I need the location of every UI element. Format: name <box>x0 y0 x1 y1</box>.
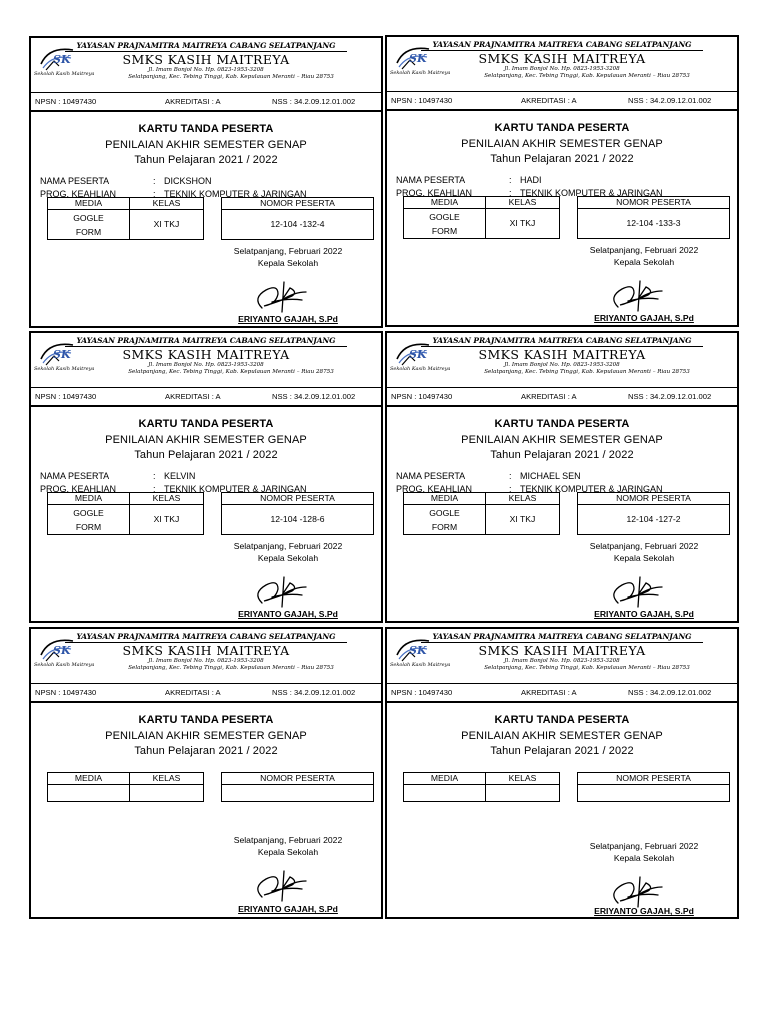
kelas-value: XI TKJ <box>486 209 560 239</box>
foundation-name: YAYASAN PRAJNAMITRA MAITREYA CABANG SELATPANJANG <box>432 336 692 345</box>
nama-label: NAMA PESERTA <box>396 175 466 185</box>
card-academic-year: Tahun Pelajaran 2021 / 2022 <box>490 745 634 757</box>
school-address-line2: Selatpanjang, Kec. Tebing Tinggi, Kab. Kepulauan Meranti – Riau 28753 <box>128 369 334 375</box>
prog-colon: : <box>153 189 156 199</box>
place-date: Selatpanjang, Februari 2022 <box>233 246 343 256</box>
school-name: SMKS KASIH MAITREYA <box>478 347 646 362</box>
exam-table-header <box>404 493 730 505</box>
school-identity-row <box>31 93 381 112</box>
signer-name: ERIYANTO GAJAH, S.Pd <box>238 609 338 619</box>
nama-label: NAMA PESERTA <box>396 471 466 481</box>
card-academic-year: Tahun Pelajaran 2021 / 2022 <box>490 449 634 461</box>
logo-caption: Sekolah Kasih Maitreya <box>390 366 451 372</box>
nss-text: NSS : 34.2.09.12.01.002 <box>272 392 356 401</box>
card-title: KARTU TANDA PESERTA <box>494 418 630 430</box>
media-value <box>404 785 486 802</box>
prog-colon: : <box>509 484 512 494</box>
card-subtitle: PENILAIAN AKHIR SEMESTER GENAP <box>105 730 307 742</box>
prog-label: PROG. KEAHLIAN <box>40 189 117 199</box>
card-subtitle: PENILAIAN AKHIR SEMESTER GENAP <box>105 139 307 151</box>
signature-block <box>223 246 353 314</box>
nomor-header: NOMOR PESERTA <box>578 197 730 209</box>
prog-value: TEKNIK KOMPUTER & JARINGAN <box>164 484 307 494</box>
media-value <box>48 785 130 802</box>
npsn-text: NPSN : 10497430 <box>35 392 97 401</box>
kelas-header: KELAS <box>486 197 560 209</box>
signer-role: Kepala Sekolah <box>257 553 319 563</box>
signer-name: ERIYANTO GAJAH, S.Pd <box>238 314 338 324</box>
npsn-text: NPSN : 10497430 <box>391 392 453 401</box>
card-letterhead <box>31 333 381 388</box>
kelas-value: XI TKJ <box>130 505 204 535</box>
school-identity-row <box>387 388 737 407</box>
card-letterhead <box>387 37 737 92</box>
logo-letters: SK <box>409 52 427 65</box>
logo-letters: SK <box>53 53 71 66</box>
signature-icon <box>248 859 328 903</box>
nama-label: NAMA PESERTA <box>40 176 110 186</box>
kelas-header: KELAS <box>486 773 560 785</box>
exam-table-row <box>404 505 730 535</box>
card-title: KARTU TANDA PESERTA <box>494 714 630 726</box>
prog-label: PROG. KEAHLIAN <box>396 188 473 198</box>
exam-table-row <box>404 785 730 802</box>
akreditasi-text: AKREDITASI : A <box>165 688 221 697</box>
nomor-header: NOMOR PESERTA <box>222 493 374 505</box>
card-title: KARTU TANDA PESERTA <box>138 714 274 726</box>
kelas-value <box>130 785 204 802</box>
participant-card-2 <box>385 35 739 327</box>
logo-letters: SK <box>53 644 71 657</box>
card-letterhead <box>31 38 381 93</box>
logo-caption: Sekolah Kasih Maitreya <box>390 662 451 668</box>
school-identity-row <box>31 388 381 407</box>
school-address-line1: Jl. Imam Bonjol No. Hp. 0823-1953-3208 <box>504 362 620 368</box>
place-date: Selatpanjang, Februari 2022 <box>233 835 343 845</box>
akreditasi-text: AKREDITASI : A <box>165 97 221 106</box>
npsn-text: NPSN : 10497430 <box>391 688 453 697</box>
signature-block <box>223 835 353 903</box>
participant-card-3 <box>29 331 383 623</box>
card-letterhead <box>387 333 737 388</box>
exam-table <box>403 772 730 802</box>
school-name: SMKS KASIH MAITREYA <box>478 643 646 658</box>
signer-name: ERIYANTO GAJAH, S.Pd <box>594 906 694 916</box>
card-letterhead <box>31 629 381 684</box>
card-subtitle: PENILAIAN AKHIR SEMESTER GENAP <box>461 434 663 446</box>
school-address-line2: Selatpanjang, Kec. Tebing Tinggi, Kab. Kepulauan Meranti – Riau 28753 <box>484 665 690 671</box>
school-address-line2: Selatpanjang, Kec. Tebing Tinggi, Kab. Kepulauan Meranti – Riau 28753 <box>484 369 690 375</box>
logo-letters: SK <box>53 348 71 361</box>
nama-value: KELVIN <box>164 471 196 481</box>
card-academic-year: Tahun Pelajaran 2021 / 2022 <box>134 449 278 461</box>
kelas-header: KELAS <box>130 773 204 785</box>
exam-table-row <box>404 209 730 239</box>
nss-text: NSS : 34.2.09.12.01.002 <box>272 688 356 697</box>
nss-text: NSS : 34.2.09.12.01.002 <box>628 392 712 401</box>
signature-icon <box>248 270 328 314</box>
signer-role: Kepala Sekolah <box>257 847 319 857</box>
nss-text: NSS : 34.2.09.12.01.002 <box>272 97 356 106</box>
media-value: GOGLE FORM <box>48 505 130 535</box>
npsn-text: NPSN : 10497430 <box>35 97 97 106</box>
media-value: GOGLE FORM <box>404 505 486 535</box>
school-address-line1: Jl. Imam Bonjol No. Hp. 0823-1953-3208 <box>504 66 620 72</box>
participant-card-5 <box>29 627 383 919</box>
media-header: MEDIA <box>48 198 130 210</box>
school-name: SMKS KASIH MAITREYA <box>122 347 290 362</box>
logo-caption: Sekolah Kasih Maitreya <box>34 71 95 77</box>
signer-role: Kepala Sekolah <box>613 553 675 563</box>
prog-value: TEKNIK KOMPUTER & JARINGAN <box>164 189 307 199</box>
nama-value: MICHAEL SEN <box>520 471 581 481</box>
nomor-value: 12-104 -133-3 <box>578 209 730 239</box>
exam-table-header <box>404 197 730 209</box>
akreditasi-text: AKREDITASI : A <box>521 96 577 105</box>
school-name: SMKS KASIH MAITREYA <box>122 643 290 658</box>
foundation-name: YAYASAN PRAJNAMITRA MAITREYA CABANG SELATPANJANG <box>432 632 692 641</box>
card-letterhead <box>387 629 737 684</box>
card-academic-year: Tahun Pelajaran 2021 / 2022 <box>134 154 278 166</box>
foundation-name: YAYASAN PRAJNAMITRA MAITREYA CABANG SELATPANJANG <box>76 336 336 345</box>
signer-role: Kepala Sekolah <box>613 853 675 863</box>
prog-colon: : <box>153 484 156 494</box>
participant-card-4 <box>385 331 739 623</box>
prog-colon: : <box>509 188 512 198</box>
card-subtitle: PENILAIAN AKHIR SEMESTER GENAP <box>461 138 663 150</box>
logo-letters: SK <box>409 348 427 361</box>
media-header: MEDIA <box>404 773 486 785</box>
prog-value: TEKNIK KOMPUTER & JARINGAN <box>520 484 663 494</box>
foundation-name: YAYASAN PRAJNAMITRA MAITREYA CABANG SELATPANJANG <box>432 40 692 49</box>
media-header: MEDIA <box>404 197 486 209</box>
signature-icon <box>604 269 684 313</box>
foundation-name: YAYASAN PRAJNAMITRA MAITREYA CABANG SELATPANJANG <box>76 632 336 641</box>
exam-table-header <box>48 773 374 785</box>
signature-icon <box>248 565 328 609</box>
media-value: GOGLE FORM <box>48 210 130 240</box>
nomor-value <box>578 785 730 802</box>
exam-table <box>403 196 730 239</box>
prog-label: PROG. KEAHLIAN <box>396 484 473 494</box>
school-address-line2: Selatpanjang, Kec. Tebing Tinggi, Kab. Kepulauan Meranti – Riau 28753 <box>484 73 690 79</box>
school-address-line1: Jl. Imam Bonjol No. Hp. 0823-1953-3208 <box>504 658 620 664</box>
exam-table-header <box>404 773 730 785</box>
school-name: SMKS KASIH MAITREYA <box>478 51 646 66</box>
nomor-value: 12-104 -127-2 <box>578 505 730 535</box>
nomor-header: NOMOR PESERTA <box>222 198 374 210</box>
exam-table <box>47 197 374 240</box>
nss-text: NSS : 34.2.09.12.01.002 <box>628 96 712 105</box>
npsn-text: NPSN : 10497430 <box>391 96 453 105</box>
kelas-value: XI TKJ <box>130 210 204 240</box>
school-address-line1: Jl. Imam Bonjol No. Hp. 0823-1953-3208 <box>148 67 264 73</box>
exam-table-row <box>48 505 374 535</box>
school-address-line2: Selatpanjang, Kec. Tebing Tinggi, Kab. Kepulauan Meranti – Riau 28753 <box>128 665 334 671</box>
media-header: MEDIA <box>48 493 130 505</box>
logo-caption: Sekolah Kasih Maitreya <box>34 366 95 372</box>
card-academic-year: Tahun Pelajaran 2021 / 2022 <box>490 153 634 165</box>
school-identity-row <box>387 684 737 703</box>
akreditasi-text: AKREDITASI : A <box>521 688 577 697</box>
signer-name: ERIYANTO GAJAH, S.Pd <box>594 313 694 323</box>
media-value: GOGLE FORM <box>404 209 486 239</box>
nama-colon: : <box>509 471 512 481</box>
nama-colon: : <box>509 175 512 185</box>
kelas-value <box>486 785 560 802</box>
prog-value: TEKNIK KOMPUTER & JARINGAN <box>520 188 663 198</box>
school-address-line1: Jl. Imam Bonjol No. Hp. 0823-1953-3208 <box>148 362 264 368</box>
place-date: Selatpanjang, Februari 2022 <box>589 245 699 255</box>
akreditasi-text: AKREDITASI : A <box>521 392 577 401</box>
school-address-line1: Jl. Imam Bonjol No. Hp. 0823-1953-3208 <box>148 658 264 664</box>
nama-value: DICKSHON <box>164 176 212 186</box>
foundation-name: YAYASAN PRAJNAMITRA MAITREYA CABANG SELATPANJANG <box>76 41 336 50</box>
akreditasi-text: AKREDITASI : A <box>165 392 221 401</box>
signer-role: Kepala Sekolah <box>257 258 319 268</box>
card-title: KARTU TANDA PESERTA <box>138 123 274 135</box>
exam-table-header <box>48 198 374 210</box>
nss-text: NSS : 34.2.09.12.01.002 <box>628 688 712 697</box>
kelas-value: XI TKJ <box>486 505 560 535</box>
exam-table-row <box>48 785 374 802</box>
exam-table <box>403 492 730 535</box>
npsn-text: NPSN : 10497430 <box>35 688 97 697</box>
exam-table-row <box>48 210 374 240</box>
nama-label: NAMA PESERTA <box>40 471 110 481</box>
nomor-value <box>222 785 374 802</box>
kelas-header: KELAS <box>130 493 204 505</box>
prog-label: PROG. KEAHLIAN <box>40 484 117 494</box>
signature-block <box>579 841 709 909</box>
nama-colon: : <box>153 471 156 481</box>
signature-block <box>579 245 709 313</box>
signer-name: ERIYANTO GAJAH, S.Pd <box>238 904 338 914</box>
nomor-header: NOMOR PESERTA <box>578 493 730 505</box>
nama-value: HADI <box>520 175 542 185</box>
card-title: KARTU TANDA PESERTA <box>138 418 274 430</box>
signature-block <box>579 541 709 609</box>
school-identity-row <box>31 684 381 703</box>
media-header: MEDIA <box>48 773 130 785</box>
school-identity-row <box>387 92 737 111</box>
exam-table <box>47 492 374 535</box>
exam-table-header <box>48 493 374 505</box>
signature-icon <box>604 865 684 909</box>
place-date: Selatpanjang, Februari 2022 <box>589 541 699 551</box>
logo-caption: Sekolah Kasih Maitreya <box>34 662 95 668</box>
participant-card-1 <box>29 36 383 328</box>
card-subtitle: PENILAIAN AKHIR SEMESTER GENAP <box>105 434 307 446</box>
card-subtitle: PENILAIAN AKHIR SEMESTER GENAP <box>461 730 663 742</box>
participant-card-6 <box>385 627 739 919</box>
exam-table <box>47 772 374 802</box>
kelas-header: KELAS <box>130 198 204 210</box>
kelas-header: KELAS <box>486 493 560 505</box>
nomor-header: NOMOR PESERTA <box>222 773 374 785</box>
card-title: KARTU TANDA PESERTA <box>494 122 630 134</box>
signer-role: Kepala Sekolah <box>613 257 675 267</box>
place-date: Selatpanjang, Februari 2022 <box>233 541 343 551</box>
signature-icon <box>604 565 684 609</box>
signature-block <box>223 541 353 609</box>
school-address-line2: Selatpanjang, Kec. Tebing Tinggi, Kab. Kepulauan Meranti – Riau 28753 <box>128 74 334 80</box>
school-name: SMKS KASIH MAITREYA <box>122 52 290 67</box>
signer-name: ERIYANTO GAJAH, S.Pd <box>594 609 694 619</box>
nomor-value: 12-104 -132-4 <box>222 210 374 240</box>
logo-caption: Sekolah Kasih Maitreya <box>390 70 451 76</box>
logo-letters: SK <box>409 644 427 657</box>
nomor-header: NOMOR PESERTA <box>578 773 730 785</box>
nomor-value: 12-104 -128-6 <box>222 505 374 535</box>
nama-colon: : <box>153 176 156 186</box>
place-date: Selatpanjang, Februari 2022 <box>589 841 699 851</box>
card-academic-year: Tahun Pelajaran 2021 / 2022 <box>134 745 278 757</box>
media-header: MEDIA <box>404 493 486 505</box>
